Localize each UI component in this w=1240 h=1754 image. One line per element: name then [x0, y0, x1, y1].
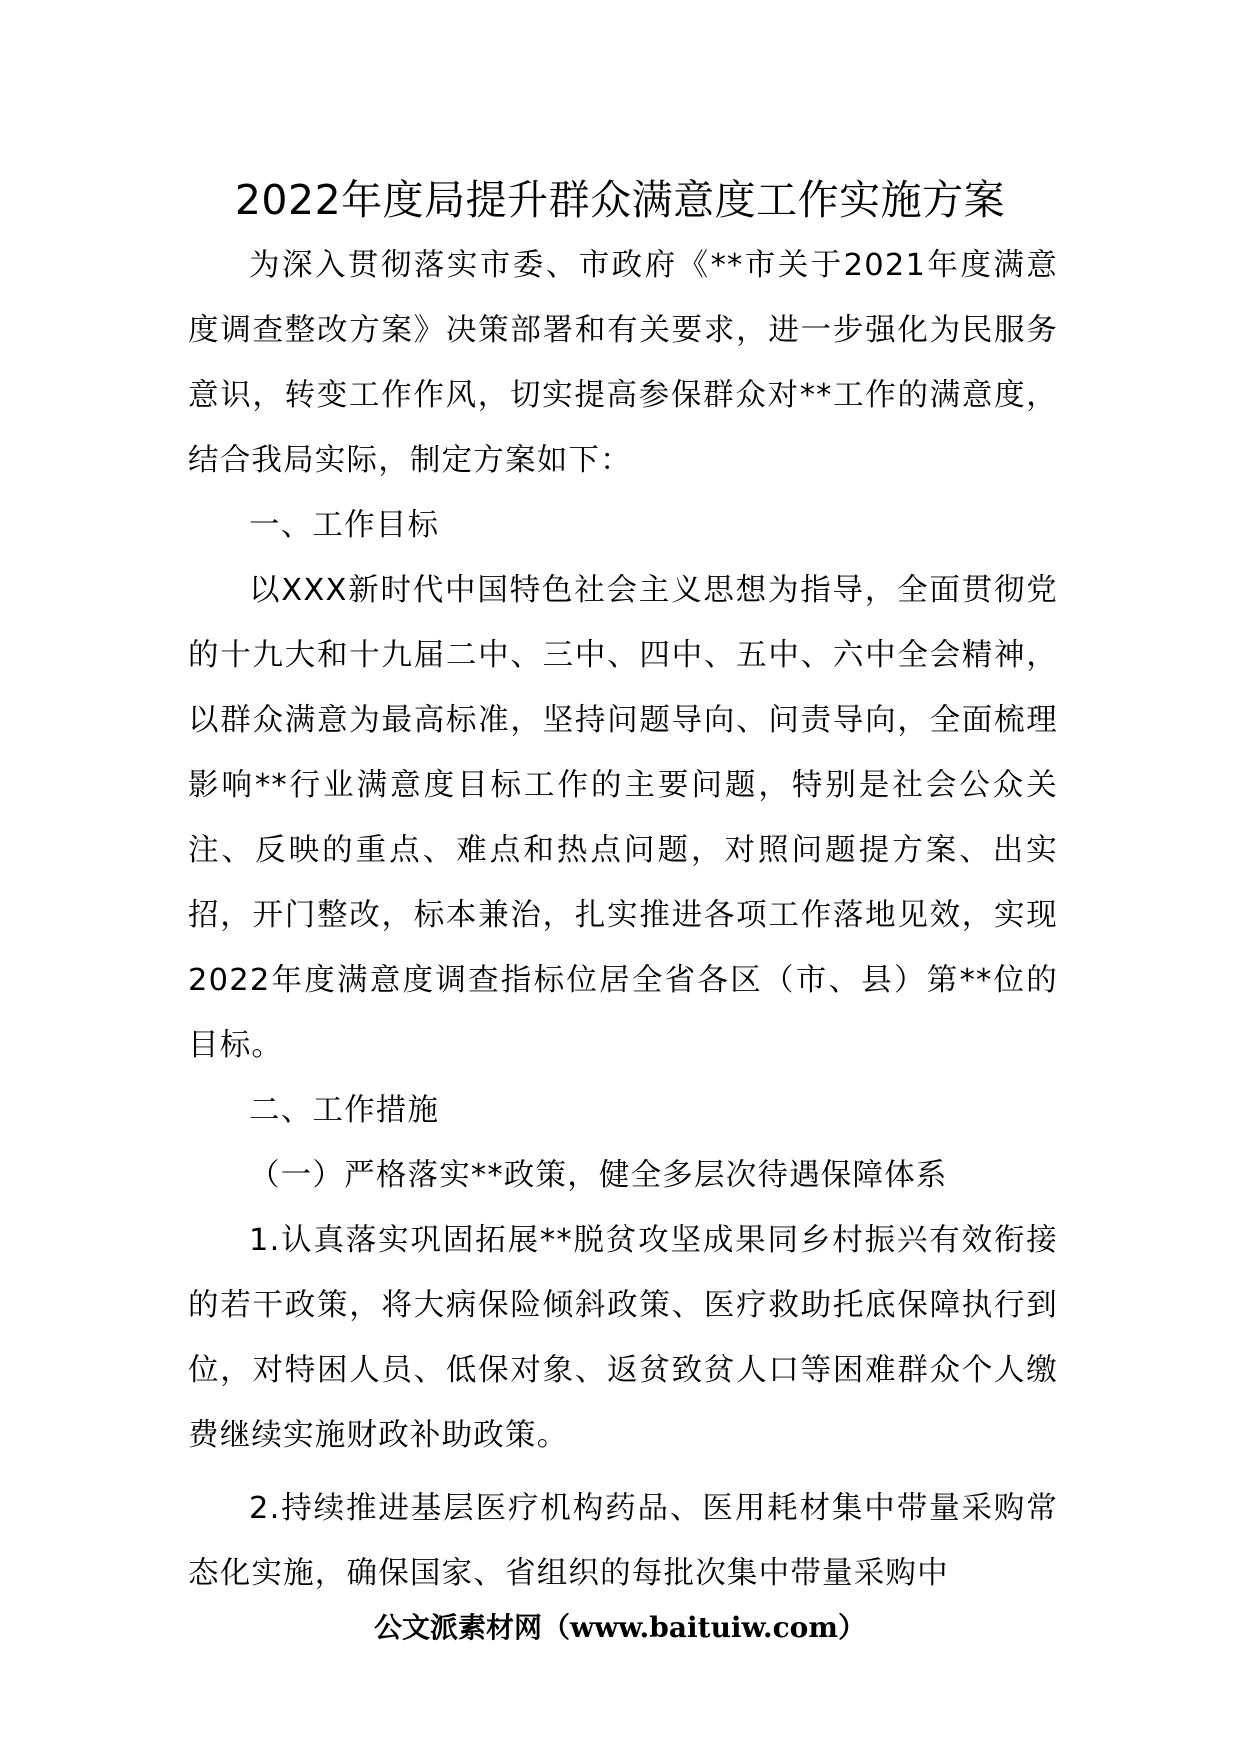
paragraph-intro: 为深入贯彻落实市委、市政府《**市关于2021年度满意度调查整改方案》决策部署和有关要求，进一步强化为民服务意识，转变工作作风，切实提高参保群众对**工作的满意度，结合我局实际，制定方案如下：	[188, 248, 1058, 478]
section-heading-measures: 二、工作措施	[249, 1093, 440, 1128]
document-title: 2022年度局提升群众满意度工作实施方案	[234, 176, 1006, 224]
subsection-heading-1: （一）严格落实**政策，健全多层次待遇保障体系	[249, 1158, 948, 1193]
paragraph-item-2: 2.持续推进基层医疗机构药品、医用耗材集中带量采购常态化实施，确保国家、省组织的每批次集中带量采购中	[188, 1491, 1058, 1591]
section-heading-goal: 一、工作目标	[249, 508, 440, 543]
paragraph-goal: 以XXX新时代中国特色社会主义思想为指导，全面贯彻党的十九大和十九届二中、三中、四中、五中、六中全会精神，以群众满意为最高标准，坚持问题导向、问责导向，全面梳理影响**行业满意度目标工作的主要问题，特别是社会公众关注、反映的重点、难点和热点问题，对照问题提方案、出实招，开门整改，标本兼治，扎实推进各项工作落地见效，实现2022年度满意度调查指标位居全省各区（市、县）第**位的目标。	[188, 573, 1058, 1063]
paragraph-item-1: 1.认真落实巩固拓展**脱贫攻坚成果同乡村振兴有效衔接的若干政策，将大病保险倾斜政策、医疗救助托底保障执行到位，对特困人员、低保对象、返贫致贫人口等困难群众个人缴费继续实施财政补助政策。	[188, 1223, 1058, 1453]
footer-watermark: 公文派素材网（www.baituiw.com）	[374, 1611, 866, 1644]
document-body	[188, 233, 1058, 1606]
